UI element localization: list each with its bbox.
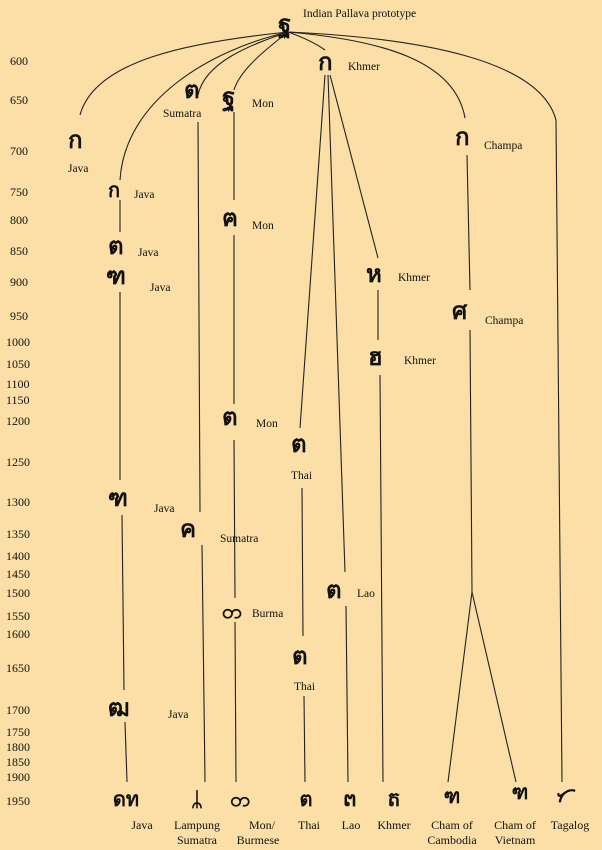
modern-label: Lampung [174, 818, 220, 832]
modern-label: Cham of [494, 818, 536, 832]
branch-line [472, 592, 516, 782]
root-node [278, 8, 416, 40]
node-glyph: ต [292, 644, 308, 670]
year-label: 1700 [6, 703, 30, 717]
modern-label: Tagalog [550, 818, 590, 832]
node-label: Sumatra [163, 108, 202, 120]
modern-label: Java [131, 818, 153, 832]
node-glyph: ฐ [222, 85, 236, 111]
node-glyph: တ [222, 601, 242, 623]
modern-label: Lao [341, 818, 361, 832]
modern-label: Sumatra [177, 833, 217, 847]
year-label: 700 [10, 144, 28, 158]
branch-line [202, 545, 205, 782]
branch-line [304, 696, 305, 782]
modern-label: Khmer [377, 818, 411, 832]
branch-line [302, 488, 303, 636]
node-label: Khmer [348, 61, 380, 73]
year-label: 1400 [6, 549, 30, 563]
branch-line [122, 515, 124, 690]
year-label: 1750 [6, 725, 30, 739]
year-label: 650 [10, 93, 28, 107]
year-label: 950 [10, 309, 28, 323]
node-label: Burma [252, 608, 284, 620]
node-glyph: ต [326, 578, 342, 604]
year-label: 750 [10, 185, 28, 199]
year-label: 1200 [6, 414, 30, 428]
node-label: Champa [484, 140, 523, 152]
year-label: 1050 [6, 357, 30, 371]
branch-line [235, 622, 236, 782]
branch-line [346, 606, 348, 782]
node-label: Lao [357, 588, 375, 600]
node-glyph: ฒ [108, 696, 130, 722]
modern-label: Cambodia [427, 833, 477, 847]
node-label: Khmer [398, 272, 430, 284]
node-glyph: ต [108, 234, 124, 260]
node-glyph: ฑ [108, 486, 128, 512]
node-label: Java [154, 503, 175, 515]
node-label: Thai [294, 681, 316, 693]
node-glyph: ก [318, 50, 333, 76]
node-label: Champa [485, 315, 524, 327]
year-label: 850 [10, 244, 28, 258]
modern-glyph: ดท [112, 789, 140, 811]
node-label: Java [150, 282, 171, 294]
branch-line [556, 120, 562, 782]
branch-line [125, 722, 127, 782]
modern-glyph: ฑ [511, 782, 529, 804]
year-label: 1500 [6, 586, 30, 600]
branch-line [470, 330, 472, 592]
node-glyph: ก [108, 180, 121, 202]
branch-line [234, 32, 288, 90]
node-glyph: ต [222, 405, 238, 431]
year-label: 1550 [6, 609, 30, 623]
modern-label: Thai [298, 818, 320, 832]
modern-glyph: ᛦ [191, 789, 203, 811]
modern-glyph: ฑ [443, 786, 461, 808]
node-label: Khmer [404, 355, 436, 367]
year-label: 1900 [6, 770, 30, 784]
branch-line [328, 75, 345, 572]
node-glyph: ฑ [106, 264, 126, 290]
branch-line [467, 155, 470, 290]
root-glyph: ฐ [278, 12, 292, 38]
year-label: 1250 [6, 455, 30, 469]
node-label: Mon [256, 418, 278, 430]
node-glyph: ก [455, 125, 470, 151]
node-glyph: ฮ [368, 345, 383, 371]
modern-label: Vietnam [494, 833, 536, 847]
node-label: Thai [291, 470, 313, 482]
modern-label: Burmese [236, 833, 280, 847]
modern-label: Mon/ [248, 818, 276, 832]
year-label: 600 [10, 54, 28, 68]
year-label: 1350 [6, 527, 30, 541]
node-label: Java [168, 709, 189, 721]
year-label: 1100 [6, 377, 30, 391]
node-label: Java [134, 189, 155, 201]
node-glyph: ฅ [222, 206, 239, 232]
script-nodes [68, 50, 523, 722]
node-glyph: ต [291, 432, 307, 458]
node-glyph: ก [68, 128, 83, 154]
branch-line [288, 32, 465, 118]
year-label: 1600 [6, 627, 30, 641]
node-label: Java [68, 163, 89, 175]
year-label: 1800 [6, 740, 30, 754]
modern-glyph: ᜆ [556, 785, 576, 807]
year-label: 1850 [6, 755, 30, 769]
year-label: 1300 [6, 495, 30, 509]
year-label: 1950 [6, 794, 30, 808]
node-glyph: ต [184, 78, 200, 104]
modern-glyph: ត [387, 789, 401, 811]
modern-scripts [113, 782, 589, 847]
node-label: Sumatra [220, 533, 259, 545]
node-glyph: ห [366, 262, 382, 288]
modern-glyph: ต [299, 789, 313, 811]
branch-line [448, 592, 472, 782]
modern-glyph: တ [230, 789, 250, 811]
node-label: Mon [252, 220, 274, 232]
year-label: 800 [10, 213, 28, 227]
node-glyph: ค [180, 517, 197, 543]
branch-line [330, 75, 378, 258]
branch-line [198, 122, 200, 512]
year-label: 1000 [6, 335, 30, 349]
year-label: 1150 [6, 393, 30, 407]
node-glyph: ศ [452, 299, 468, 325]
root-label: Indian Pallava prototype [303, 8, 417, 20]
year-label: 1650 [6, 661, 30, 675]
year-label: 1450 [6, 567, 30, 581]
year-label: 900 [10, 275, 28, 289]
node-label: Mon [252, 98, 274, 110]
branch-line [234, 440, 235, 598]
branch-line [198, 32, 288, 95]
branch-line [380, 375, 383, 782]
branch-line [300, 75, 325, 428]
modern-glyph: ຕ [343, 789, 357, 811]
node-label: Java [138, 247, 159, 259]
branch-line [288, 32, 325, 50]
year-axis [6, 54, 30, 808]
modern-label: Cham of [431, 818, 473, 832]
